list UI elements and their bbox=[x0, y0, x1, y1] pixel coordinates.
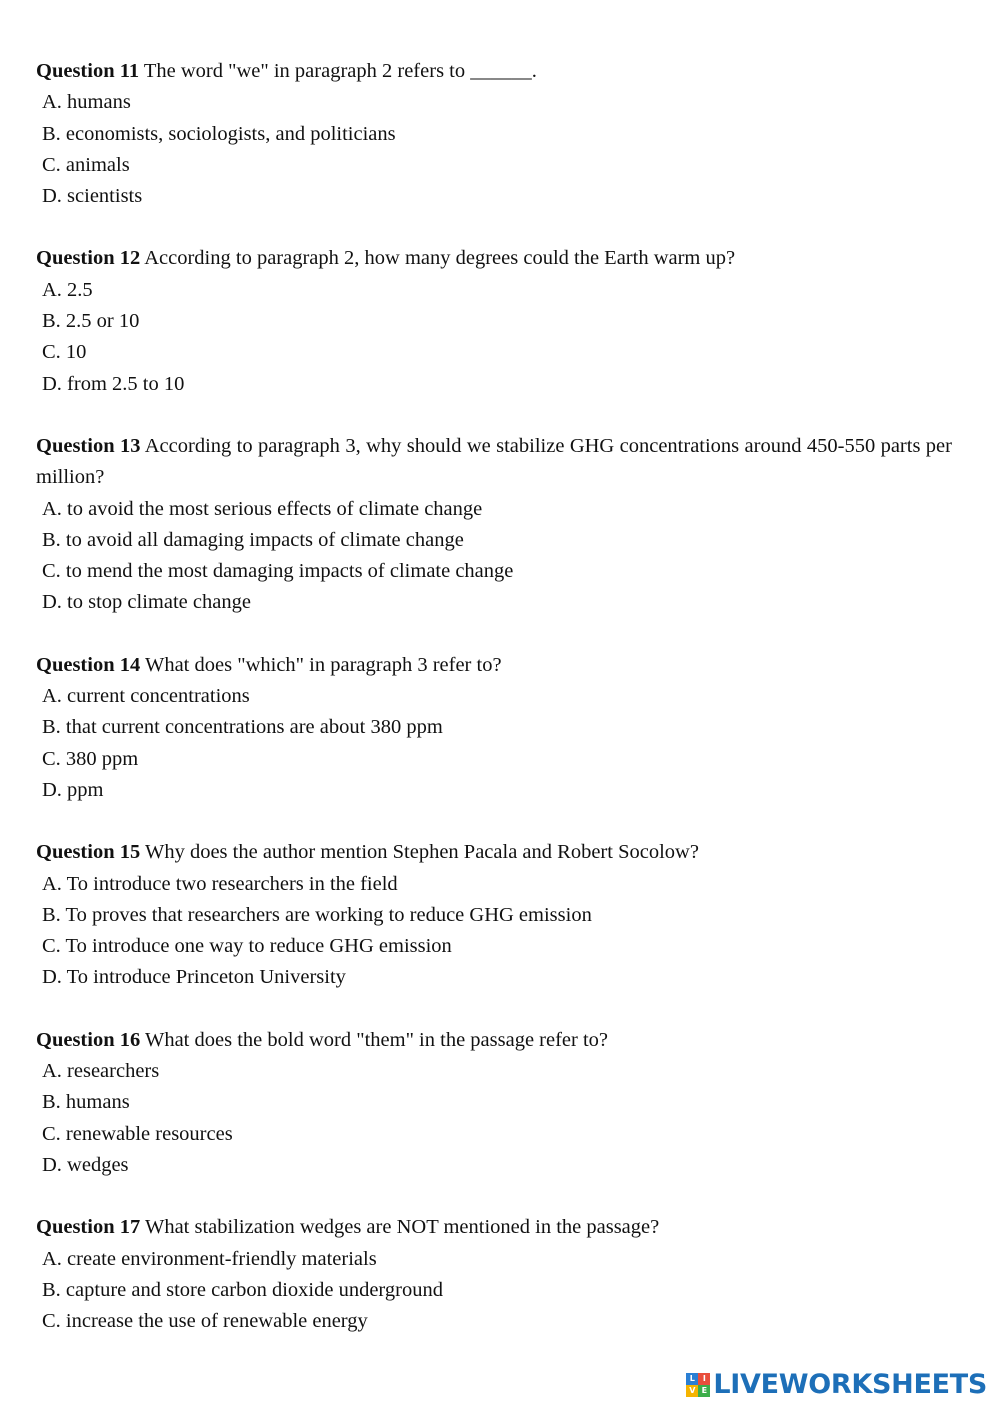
option-d: D. scientists bbox=[42, 185, 143, 208]
question-15 bbox=[36, 837, 952, 993]
question-number: Question 15 bbox=[36, 841, 141, 864]
liveworksheets-logo-icon bbox=[686, 1373, 710, 1397]
option-a: A. humans bbox=[42, 91, 131, 114]
options-list bbox=[36, 869, 952, 994]
option-a: A. create environment-friendly materials bbox=[42, 1247, 377, 1270]
question-number: Question 14 bbox=[36, 653, 141, 676]
worksheet-page bbox=[36, 56, 952, 1368]
question-number: Question 12 bbox=[36, 247, 141, 270]
question-text: What stabilization wedges are NOT mentioned in the passage? bbox=[140, 1216, 660, 1239]
options-list bbox=[36, 87, 952, 212]
option-c: C. increase the use of renewable energy bbox=[42, 1310, 368, 1333]
question-16 bbox=[36, 1025, 952, 1181]
question-12 bbox=[36, 243, 952, 399]
question-11 bbox=[36, 56, 952, 212]
option-c: C. to mend the most damaging impacts of climate change bbox=[42, 560, 514, 583]
option-a: A. to avoid the most serious effects of climate change bbox=[42, 497, 483, 520]
option-c: C. To introduce one way to reduce GHG emission bbox=[42, 935, 452, 958]
question-number: Question 11 bbox=[36, 60, 140, 82]
option-b: B. that current concentrations are about 380 ppm bbox=[42, 716, 443, 739]
question-13 bbox=[36, 431, 952, 619]
option-b: B. 2.5 or 10 bbox=[42, 310, 140, 333]
option-b: B. to avoid all damaging impacts of climate change bbox=[42, 528, 464, 551]
options-list bbox=[36, 1056, 952, 1181]
question-stem bbox=[36, 837, 952, 868]
option-c: C. animals bbox=[42, 153, 130, 176]
options-list bbox=[36, 275, 952, 400]
option-d: D. ppm bbox=[42, 778, 104, 801]
logo-mark-letter: E bbox=[698, 1385, 710, 1397]
question-stem bbox=[36, 1025, 952, 1056]
logo-mark-letter: V bbox=[686, 1385, 698, 1397]
question-stem bbox=[36, 431, 952, 494]
option-c: C. 10 bbox=[42, 341, 87, 364]
question-text: According to paragraph 2, how many degrees could the Earth warm up? bbox=[140, 247, 736, 270]
option-a: A. researchers bbox=[42, 1060, 160, 1083]
question-17 bbox=[36, 1212, 952, 1337]
question-text: According to paragraph 3, why should we stabilize GHG concentrations around 450-550 parts per million? bbox=[36, 434, 952, 489]
logo-mark-letter: I bbox=[698, 1373, 710, 1385]
option-b: B. To proves that researchers are working to reduce GHG emission bbox=[42, 903, 592, 926]
question-text: What does the bold word "them" in the passage refer to? bbox=[140, 1028, 609, 1051]
options-list bbox=[36, 494, 952, 619]
option-a: A. current concentrations bbox=[42, 685, 250, 708]
option-d: D. To introduce Princeton University bbox=[42, 966, 346, 989]
logo-mark-letter: L bbox=[686, 1373, 698, 1385]
question-text: What does "which" in paragraph 3 refer to? bbox=[140, 653, 502, 676]
option-c: C. 380 ppm bbox=[42, 747, 139, 770]
option-b: B. humans bbox=[42, 1091, 130, 1114]
option-b: B. capture and store carbon dioxide underground bbox=[42, 1278, 443, 1301]
options-list bbox=[36, 681, 952, 806]
question-stem bbox=[36, 56, 952, 87]
question-text: Why does the author mention Stephen Pacala and Robert Socolow? bbox=[140, 841, 699, 864]
question-14 bbox=[36, 650, 952, 806]
logo-text: LIVEWORKSHEETS bbox=[713, 1369, 987, 1400]
question-stem bbox=[36, 1212, 952, 1243]
liveworksheets-logo bbox=[686, 1370, 987, 1400]
question-text: The word "we" in paragraph 2 refers to ______. bbox=[139, 60, 537, 82]
question-stem bbox=[36, 243, 952, 274]
option-a: A. To introduce two researchers in the field bbox=[42, 872, 398, 895]
option-a: A. 2.5 bbox=[42, 278, 93, 301]
option-d: D. to stop climate change bbox=[42, 591, 251, 614]
option-b: B. economists, sociologists, and politicians bbox=[42, 122, 396, 145]
option-d: D. wedges bbox=[42, 1153, 129, 1176]
option-c: C. renewable resources bbox=[42, 1122, 233, 1145]
question-number: Question 17 bbox=[36, 1216, 141, 1239]
question-stem bbox=[36, 650, 952, 681]
option-d: D. from 2.5 to 10 bbox=[42, 372, 185, 395]
question-number: Question 16 bbox=[36, 1028, 141, 1051]
options-list bbox=[36, 1244, 952, 1338]
question-number: Question 13 bbox=[36, 434, 141, 457]
